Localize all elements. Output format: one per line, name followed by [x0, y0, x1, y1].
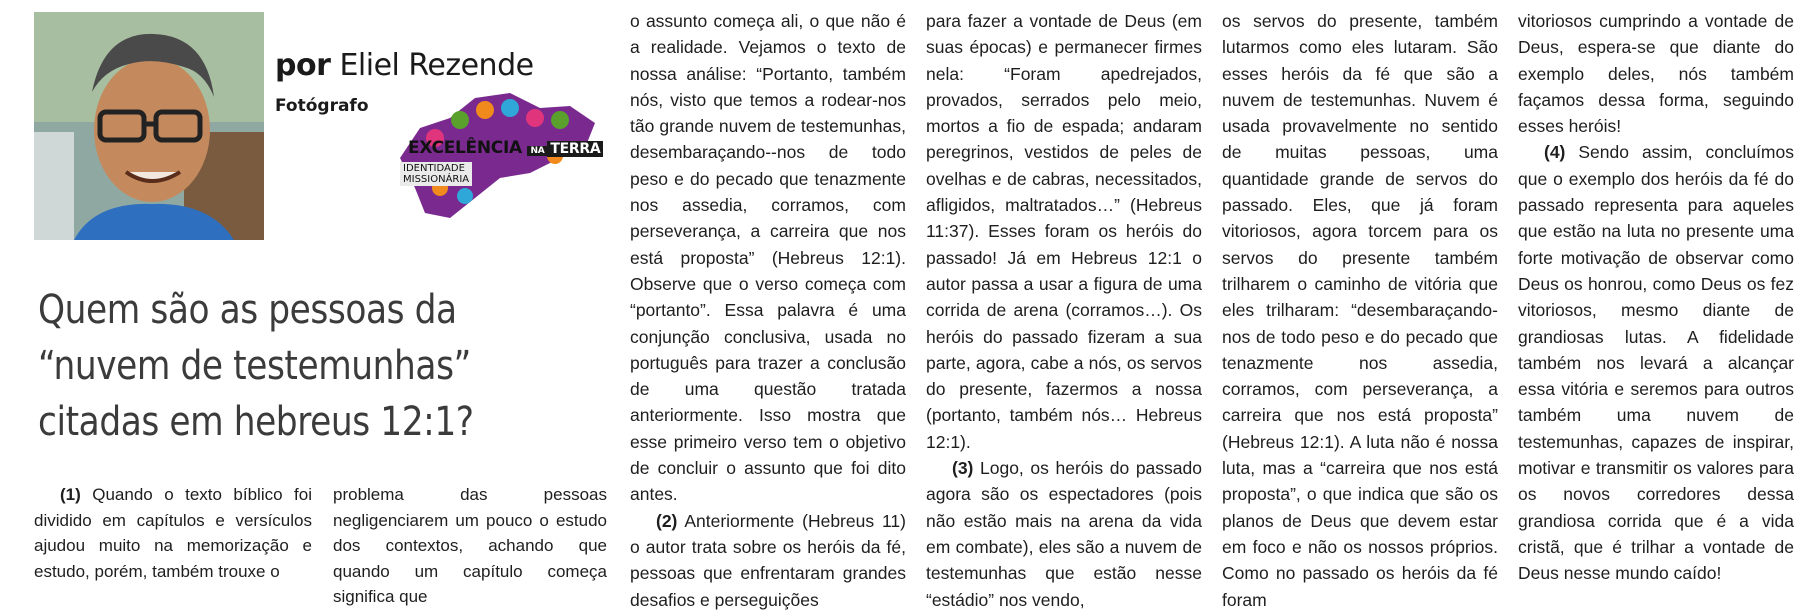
headline-line-1: Quem são as pessoas da — [38, 287, 457, 333]
article-column-5 — [1222, 8, 1498, 613]
author-portrait-image — [34, 12, 264, 240]
headline-line-2: “nuvem de testemunhas” — [38, 343, 471, 389]
logo-word-missionaria: MISSIONÁRIA — [403, 174, 470, 185]
logo-subtitle — [400, 162, 472, 186]
author-name: Eliel Rezende — [339, 48, 534, 83]
paragraph-4 — [1518, 139, 1794, 586]
paragraph-number-3: (3) — [952, 458, 974, 479]
paragraph-1 — [34, 482, 312, 584]
paragraph-continued: os servos do presente, também lutarmos como eles lutaram. São esses heróis da fé que são a nuvem de testemunhas. Nuvem é usada provavelmente no sentido de muitas pessoas, uma quantidade grande de servos do passado. Eles, que já foram vitoriosos, agora torcem para os servos do presente também trilharem o caminho de vitória que eles trilharam: “desembaraçando-nos de todo peso e do pecado que tenazmente nos assedia, corramos, com perseverança, a carreira que nos está proposta” (Hebreus 12:1). A luta não é nossa luta, mas a “carreira que nos está proposta”, o que indica que são os planos de Deus que devem estar em foco e não os nossos próprios. Como no passado os heróis da fé foram — [1222, 11, 1498, 610]
paragraph-number-1: (1) — [60, 485, 81, 504]
headline-line-3: citadas em hebreus 12:1? — [38, 399, 474, 445]
paragraph-text: Anteriormente (Hebreus 11) o autor trata sobre os heróis da fé, pessoas que enfrentaram grandes desafios e perseguições — [630, 510, 906, 610]
logo-word-identidade: IDENTIDADE — [403, 163, 465, 174]
logo-word-excelencia: EXCELÊNCIA — [408, 138, 522, 158]
article-column-4 — [926, 8, 1202, 613]
author-photo — [34, 12, 264, 240]
paragraph-text: Quando o texto bíblico foi dividido em capítulos e versículos ajudou muito na memorização e estudo, porém, também trouxe o — [34, 485, 312, 581]
paragraph-continued: vitoriosos cumprindo a vontade de Deus, espera-se que diante do exemplo deles, nós também façamos dessa forma, seguindo esses heróis! — [1518, 11, 1794, 137]
paragraph-number-4: (4) — [1544, 142, 1566, 163]
paragraph-continued: para fazer a vontade de Deus (em suas épocas) e permanecer firmes nela: “Foram apedrejados, provados, serrados pelo meio, mortos a fio de espada; andaram peregrinos, vestidos de peles de ovelhas e de cabras, necessitados, afligidos, maltratados…” (Hebreus 11:37). Esses foram os heróis do passado! Já em Hebreus 12:1 o autor passa a usar a figura de uma corrida de arena (corramos…). Os heróis do passado fizeram a sua parte, agora, cabe a nós, os servos do presente, fazermos a nossa (portanto, também nós… Hebreus 12:1). — [926, 11, 1202, 452]
author-role: Fotógrafo — [275, 96, 369, 116]
article-column-2 — [333, 482, 607, 610]
byline-prefix: por — [275, 48, 331, 83]
paragraph-3 — [926, 455, 1202, 613]
article-column-6 — [1518, 8, 1794, 587]
article-column-1 — [34, 482, 312, 584]
paragraph-number-2: (2) — [656, 510, 678, 531]
article-headline — [38, 282, 520, 450]
paragraph-2 — [630, 508, 906, 613]
article-column-3 — [630, 8, 906, 613]
logo-title — [408, 138, 603, 158]
paragraph-text: Logo, os heróis do passado agora são os espectadores (pois não estão mais na arena da vida em combate), eles são a nuvem de testemunhas que estão nesse “estádio” nos vendo, — [926, 458, 1202, 610]
paragraph-continued: o assunto começa ali, o que não é a realidade. Vejamos o texto de nossa análise: “Portanto, também nós, visto que temos a rodear-nos tão grande nuvem de testemunhas, desembaraçando--nos de todo peso e do pecado que tenazmente nos assedia, corramos, com perseverança, a carreira que nos está proposta” (Hebreus 12:1). Observe que o verso começa com “portanto”. Essa palavra é uma conjunção conclusiva, usada no português para trazer a conclusão de uma questão tratada anteriormente. Isso mostra que esse primeiro verso tem o objetivo de concluir o assunto que foi dito antes. — [630, 11, 906, 505]
paragraph-text: Sendo assim, concluímos que o exemplo dos heróis da fé do passado representa para aqueles que estão na luta no presente uma forte motivação de observar como Deus os honrou, como Deus os fez vitoriosos, mesmo diante de grandiosas lutas. A fidelidade também nos levará a alcançar essa vitória e seremos para outros também uma nuvem de testemunhas, capazes de inspirar, motivar e transmitir os valores para os novos corredores dessa grandiosa corrida que é a vida cristã, que é trilhar a vontade de Deus nesse mundo caído! — [1518, 142, 1794, 584]
logo-word-terra: TERRA — [547, 141, 603, 157]
logo-word-na: NA — [527, 146, 547, 156]
paragraph-continued: problema das pessoas negligenciarem um pouco o estudo dos contextos, achando que quando um capítulo começa significa que — [333, 485, 607, 606]
